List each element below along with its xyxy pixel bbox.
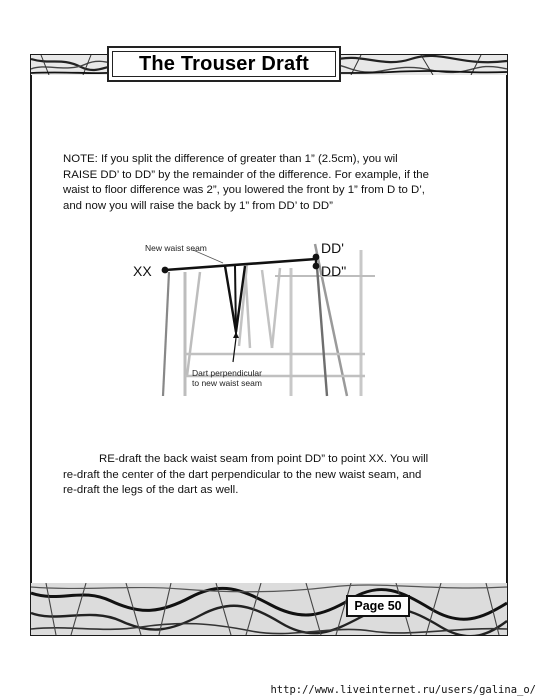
point-dd-prime [313,254,320,261]
point-xx [162,267,169,274]
new-waist-seam-line [165,259,316,270]
title-inner-border [112,51,336,77]
back-leg-guide [262,270,272,348]
body-line: re-draft the center of the dart perpendicular to the new waist seam, and [63,468,422,481]
dart-arrow-head [233,332,239,338]
dart-label-line1: Dart perpendicular [192,368,262,378]
page-number: Page 50 [354,599,402,613]
dd-prime-label: DD' [321,240,344,256]
center-back-seam [163,272,169,396]
body-line: re-draft the legs of the dart as well. [63,484,239,497]
xx-label: XX [133,263,152,279]
dart-center-line [235,266,236,334]
note-paragraph [63,152,483,214]
dd-double-label: DD" [321,263,347,279]
title-box [107,46,341,82]
note-line: waist to floor difference was 2”, you lowered the front by 1” from D to D’, [63,184,425,197]
leg-guide-line [187,272,200,376]
point-dd-double [313,263,320,270]
body-paragraph [63,452,483,499]
dart-arrow [233,338,236,362]
page-title: The Trouser Draft [138,52,310,75]
note-line: NOTE: If you split the difference of greater than 1” (2.5cm), you wil [63,153,398,165]
trouser-draft-diagram [125,236,385,400]
page-number-badge [346,595,410,617]
new-waist-seam-label: New waist seam [145,243,207,253]
dart-label-line2: to new waist seam [192,378,262,388]
note-line: and now you will raise the back by 1” from DD’ to DD” [63,199,333,212]
marble-bottom-border [31,583,507,635]
source-url: http://www.liveinternet.ru/users/galina_o/ [270,684,536,696]
note-line: RAISE DD’ to DD” by the remainder of the difference. For example, if the [63,168,429,181]
body-line: RE-draft the back waist seam from point DD” to point XX. You will [99,453,429,465]
back-leg-guide [272,268,280,348]
